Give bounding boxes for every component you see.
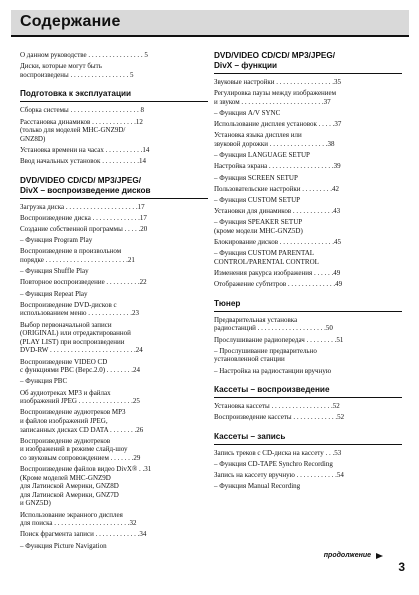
toc-entry: Звуковые настройки . . . . . . . . . . . . . . . . .35 [214,78,341,86]
toc-entry: Установка языка дисплея или звуковой дорожки . . . . . . . . . . . . . . . . .38 [214,131,335,148]
toc-subentry: – Функция CUSTOM SETUP [214,195,301,204]
continue-label: продолжение [323,552,371,559]
toc-entry: Повторное воспроизведение . . . . . . . . . .22 [20,278,147,287]
toc-subentry: – Функция LANGUAGE SETUP [214,151,310,160]
toc-subentry: – Функция Repeat Play [20,289,88,298]
page-number: 3 [398,560,405,574]
section-heading: Тюнер [214,299,402,312]
toc-entry: Ввод начальных установок . . . . . . . . . . .14 [20,157,146,166]
toc-subentry: – Функция Shuffle Play [20,267,89,276]
toc-subentry: – Функция CD-TAPE Synchro Recording [214,460,333,469]
toc-entry: Воспроизведение аудиотреков MP3 и файлов изображений JPEG, записанных дисках CD DATA . . . . . . . .26 [20,408,144,434]
toc-entry: Установка времени на часах . . . . . . . . . . .14 [20,145,150,154]
toc-entry: Создание собственной программы . . . . .20 [20,225,148,234]
toc-subentry: – Функция Picture Navigation [20,541,107,550]
toc-entry: Установка кассеты . . . . . . . . . . . . . . . . . .52 [214,402,340,411]
toc-entry: Установки для динамиков . . . . . . . . . . . .43 [214,207,341,216]
toc-entry: Сборка системы . . . . . . . . . . . . . . . . . . . . 8 [20,106,144,115]
toc-entry: Предварительная установка радиостанций . . . . . . . . . . . . . . . . . . . .50 [214,315,333,333]
toc-subentry: – Функция CUSTOM PARENTAL CONTROL/PARENTAL CONTROL [214,249,319,266]
toc-entry: Расстановка динамиков . . . . . . . . . . . . .12 (только для моделей MHC-GNZ9D/ GNZ8D) [20,117,143,143]
section-heading: Подготовка к эксплуатации [20,89,208,102]
toc-entry: Прослушивание радиопередач . . . . . . . . .51 [214,335,344,344]
toc-entry: Использование дисплея установок . . . . .37 [214,120,342,129]
toc-subentry: – Функция A/V SYNC [214,108,281,117]
toc-entry: Отображение субтитров . . . . . . . . . . . . . .49 [214,280,343,289]
continue-arrow-icon [376,553,383,559]
toc-entry: Изменения ракурса изображения . . . . . .49 [214,269,341,277]
toc-entry: Загрузка диска . . . . . . . . . . . . . . . . . . . . .17 [20,202,145,211]
toc-entry: Воспроизведение VIDEO CD с функциями PBC (Верс.2.0) . . . . . . . .24 [20,357,141,375]
toc-subentry: – Функция SCREEN SETUP [214,173,298,182]
page-header [11,10,409,37]
toc-entry: Воспроизведение диска . . . . . . . . . . . . . .17 [20,213,147,222]
toc-entry: Пользовательские настройки . . . . . . . . .42 [214,184,339,193]
toc-subentry: – Функция Manual Recording [214,482,301,491]
toc-subentry: – Функция SPEAKER SETUP (кроме модели MHC-GNZ5D) [214,218,303,235]
toc-entry: Запись треков с CD-диска на кассету . . .53 [214,448,342,457]
section-heading: DVD/VIDEO CD/CD/ MP3/JPEG/ DivX – воспроизведение дисков [20,176,208,199]
toc-entry: Диски, которые могут быть воспроизведены . . . . . . . . . . . . . . . . . 5 [20,62,134,79]
header-rule [11,35,409,37]
toc-entry: Воспроизведение аудиотреков и изображений в режиме слайд-шоу со звуковым сопровождением . . . . . . .29 [20,436,141,462]
page-title: Содержание [20,13,121,30]
section-heading: DVD/VIDEO CD/CD/ MP3/JPEG/ DivX – функции [214,51,402,74]
toc-subentry: – Функция PBC [20,377,68,386]
toc-entry: Об аудиотреках MP3 и файлах изображений JPEG . . . . . . . . . . . . . . . .25 [20,388,140,406]
section-heading: Кассеты – запись [214,432,402,445]
toc-entry: Воспроизведение DVD-дисков с использованием меню . . . . . . . . . . . . .23 [20,300,140,318]
section-heading: Кассеты – воспроизведение [214,385,402,398]
toc-entry: Поиск фрагмента записи . . . . . . . . . . . . .34 [20,530,147,539]
toc-right-column [214,51,402,494]
toc-subentry: – Настройка на радиостанции вручную [214,366,332,375]
toc-entry: Регулировка паузы между изображением и звуком . . . . . . . . . . . . . . . . . . . . . . . .37 [214,89,337,106]
toc-entry: Использование экранного дисплея для поиска . . . . . . . . . . . . . . . . . . . . . .32 [20,510,137,528]
toc-entry: Запись на кассету вручную . . . . . . . . . . . .54 [214,471,344,480]
toc-entry: О данном руководстве . . . . . . . . . . . . . . . . 5 [20,51,148,59]
toc-subentry: – Прослушивание предварительно установленной станции [214,346,317,364]
toc-left-column [20,51,208,553]
toc-entry: Выбор первоначальной записи (ORIGINAL) или отредактированной (PLAY LIST) при воспроизведении DVD-RW . . . . . . . . . . . . . . . . . . . . . . . . .24 [20,320,143,355]
toc-entry: Воспроизведение кассеты . . . . . . . . . . . . .52 [214,413,345,422]
toc-entry: Воспроизведение файлов видео DivX® . .31 (Кроме моделей MHC-GNZ9D для Латинской Америки, GNZ8D для Латинской Америки, GNZ7D и GNZ5D) [20,465,152,508]
toc-entry: Блокирование дисков . . . . . . . . . . . . . . . .45 [214,238,342,247]
toc-entry: Воспроизведение в произвольном порядке . . . . . . . . . . . . . . . . . . . . . . . .21 [20,247,135,265]
toc-entry: Настройка экрана . . . . . . . . . . . . . . . . . . .39 [214,162,341,171]
toc-subentry: – Функция Program Play [20,236,93,245]
